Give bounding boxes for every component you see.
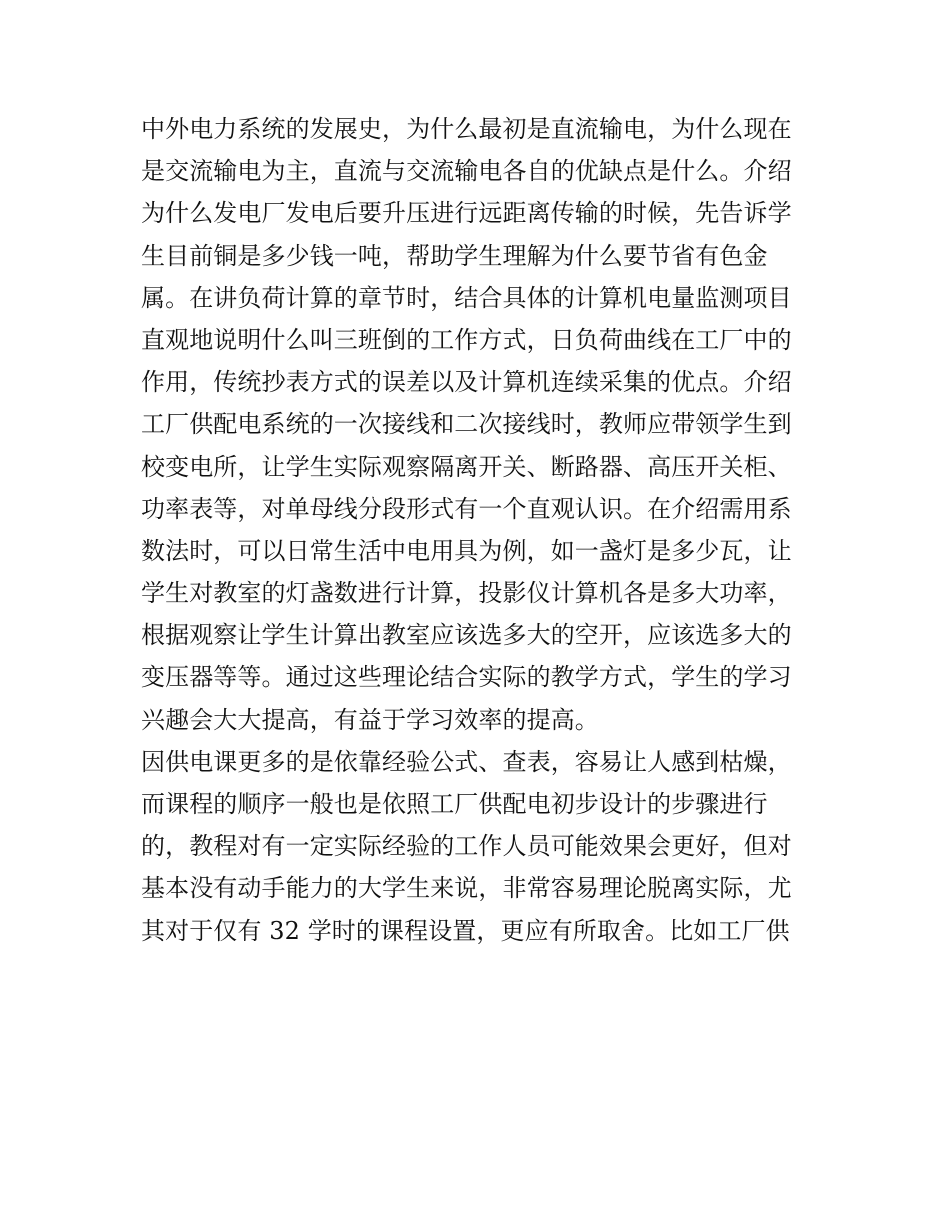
text-line: 作用，传统抄表方式的误差以及计算机连续采集的优点。介绍 [141,368,792,397]
text-line: 中外电力系统的发展史，为什么最初是直流输电，为什么现在 [141,115,792,143]
body-text [141,108,821,952]
text-line: 根据观察让学生计算出教室应该选多大的空开，应该选多大的 [141,621,792,650]
text-line: 直观地说明什么叫三班倒的工作方式，日负荷曲线在工厂中的 [141,325,792,354]
text-line: 为什么发电厂发电后要升压进行远距离传输的时候，先告诉学 [141,199,792,228]
text-line: 校变电所，让学生实际观察隔离开关、断路器、高压开关柜、 [141,452,792,481]
text-line: 生目前铜是多少钱一吨，帮助学生理解为什么要节省有色金 [141,241,768,270]
text-line: 兴趣会大大提高，有益于学习效率的提高。 [141,705,599,734]
text-line: 数法时，可以日常生活中电用具为例，如一盏灯是多少瓦，让 [141,536,792,565]
text-line: 其对于仅有 32 学时的课程设置，更应有所取舍。比如工厂供 [141,916,790,945]
text-line: 学生对教室的灯盏数进行计算，投影仪计算机各是多大功率， [141,579,792,608]
text-line: 变压器等等。通过这些理论结合实际的教学方式，学生的学习 [141,663,792,692]
text-line: 因供电课更多的是依靠经验公式、查表，容易让人感到枯燥， [141,747,792,776]
text-line: 属。在讲负荷计算的章节时，结合具体的计算机电量监测项目 [141,283,792,312]
text-line: 功率表等，对单母线分段形式有一个直观认识。在介绍需用系 [141,494,792,523]
text-line: 基本没有动手能力的大学生来说，非常容易理论脱离实际，尤 [141,874,792,903]
text-line: 的，教程对有一定实际经验的工作人员可能效果会更好，但对 [141,832,792,861]
text-line: 工厂供配电系统的一次接线和二次接线时，教师应带领学生到 [141,410,792,439]
text-line: 而课程的顺序一般也是依照工厂供配电初步设计的步骤进行 [141,790,768,818]
text-line: 是交流输电为主，直流与交流输电各自的优缺点是什么。介绍 [141,157,792,186]
